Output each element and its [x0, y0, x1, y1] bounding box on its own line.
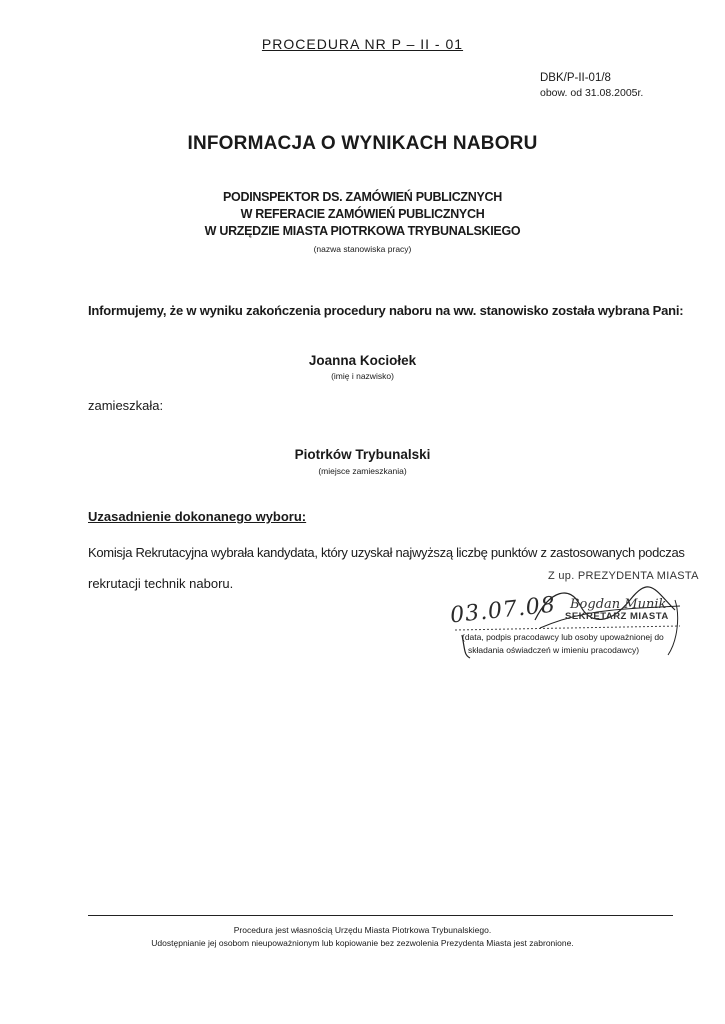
justification-heading: Uzasadnienie dokonanego wyboru: [88, 509, 307, 524]
position-line-2: W REFERACIE ZAMÓWIEŃ PUBLICZNYCH [240, 207, 485, 221]
document-valid-date: obow. od 31.08.2005r. [540, 87, 644, 99]
residence-label: zamieszkała: [88, 398, 164, 413]
signature-caption-line-1: (data, podpis pracodawcy lub osoby upoważnionej do [462, 632, 664, 642]
footer-divider [88, 915, 673, 916]
position-line-3: W URZĘDZIE MIASTA PIOTRKOWA TRYBUNALSKIEGO [204, 224, 521, 238]
handwritten-date: 03.07.08 [448, 592, 557, 629]
procedure-number: PROCEDURA NR P – II - 01 [261, 36, 464, 52]
stamp-role: SEKRETARZ MIASTA [565, 611, 669, 622]
position-caption: (nazwa stanowiska pracy) [313, 244, 412, 254]
candidate-name: Joanna Kociołek [308, 353, 417, 368]
footer-line-2: Udostępnianie jej osobom nieupoważnionym lub kopiowanie bez zezwolenia Prezydenta Miasta jest zabronione. [151, 938, 574, 948]
residence-caption: (miejsce zamieszkania) [318, 466, 407, 476]
candidate-name-caption: (imię i nazwisko) [331, 371, 394, 381]
stamp-name: Bogdan Munik [570, 597, 667, 612]
info-sentence: Informujemy, że w wyniku zakończenia procedury naboru na ww. stanowisko została wybrana Pani: [88, 303, 684, 318]
footer-line-1: Procedura jest własnością Urzędu Miasta Piotrkowa Trybunalskiego. [233, 925, 492, 935]
justification-line-1: Komisja Rekrutacyjna wybrała kandydata, który uzyskał najwyższą liczbę punktów z zastosowanych podczas [88, 545, 685, 560]
document-code: DBK/P-II-01/8 [540, 72, 611, 84]
residence-city: Piotrków Trybunalski [294, 447, 431, 462]
justification-line-2: rekrutacji technik naboru. [88, 576, 234, 591]
position-line-1: PODINSPEKTOR DS. ZAMÓWIEŃ PUBLICZNYCH [223, 190, 502, 204]
authorization-stamp: Z up. PREZYDENTA MIASTA [548, 570, 699, 582]
page-title: INFORMACJA O WYNIKACH NABORU [187, 133, 538, 154]
signature-caption-line-2: składania oświadczeń w imieniu pracodawcy) [468, 645, 640, 655]
